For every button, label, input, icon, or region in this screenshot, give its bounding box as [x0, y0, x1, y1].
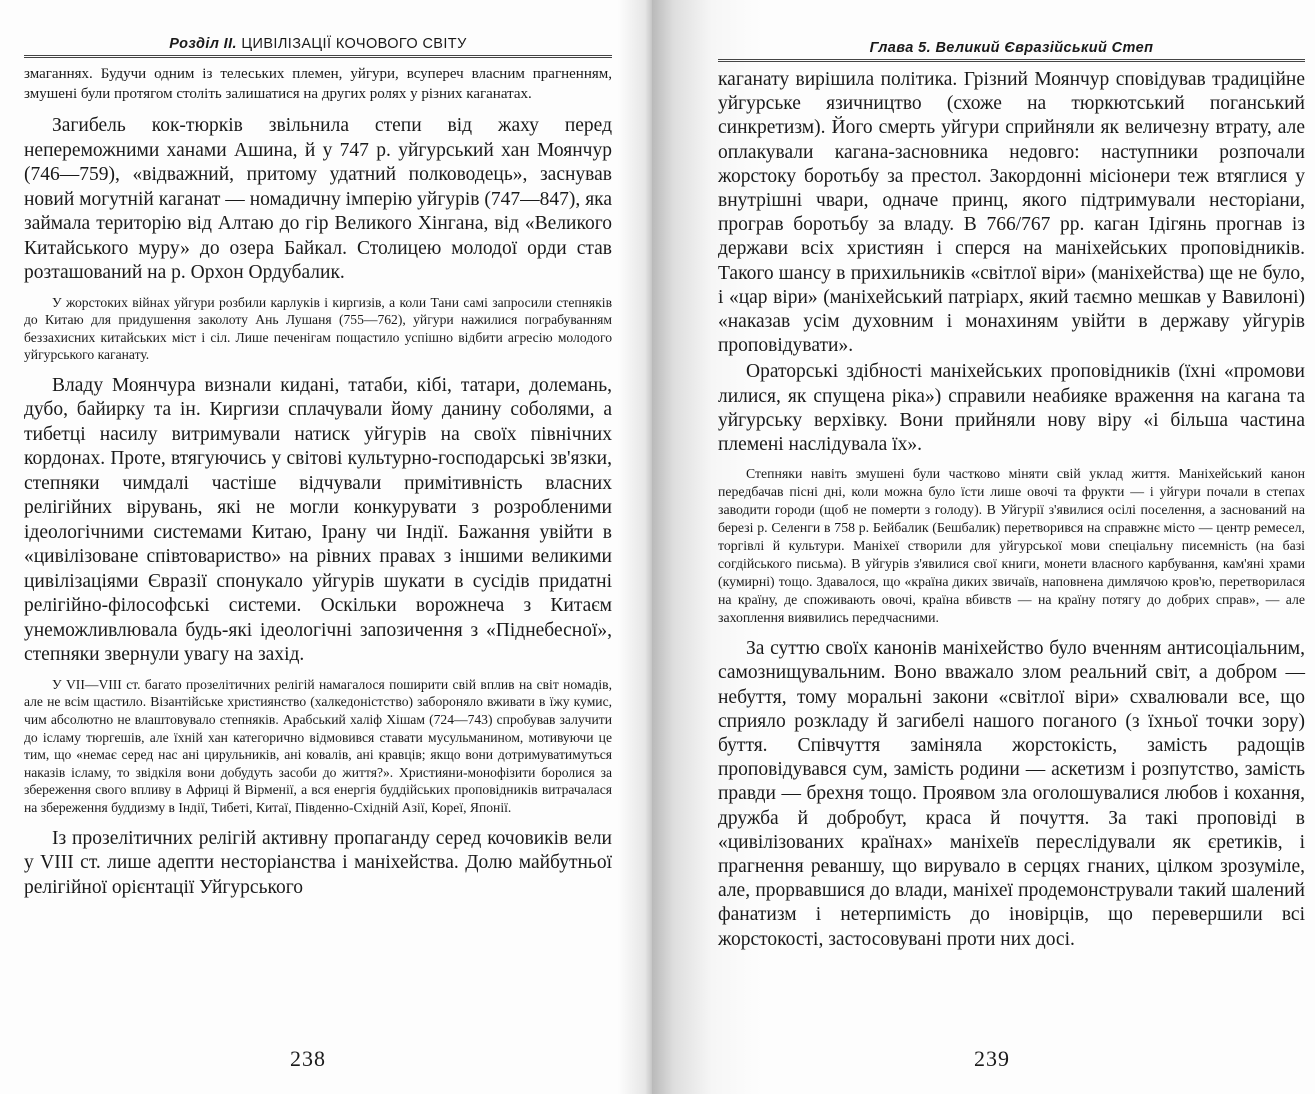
page-number: 238	[290, 1046, 326, 1071]
chapter-label: Розділ II.	[169, 36, 237, 52]
body-paragraph: Загибель кок-тюрків звільнила степи від жаху перед непереможними ханами Ашина, й у 747 р. уйгурський хан Моянчур (746—759), «відважний, притому удатний полководець», заснував новий могутній каганат — номадичну імперію уйгурів (747—847), яка займала територію від Алтаю до гір Великого Хінгана, від «Великого Китайського муру» до озера Байкал. Столицею молодої орди став розташований на р. Орхон Ордубалик.	[24, 115, 612, 283]
body-paragraph: каганату вирішила політика. Грізний Моянчур сповідував традиційне уйгурське язичництво (схоже на тюркютський поганський синкретизм). Його смерть уйгури сприйняли як величезну втрату, але оплакували кагана-засновника недовго: наступники розпочали жорстоку боротьбу за престол. Закордонні місіонери теж втяглися у внутрішні чвари, одначе принц, якого підтримували несторіани, програв боротьбу за владу. В 766/767 рр. каган Ідігянь прогнав із держави всіх християн і сперся на маніхейських проповідників. Такого шансу в прихильників «світлої віри» (маніхейства) ще не було, і «цар віри» (маніхейський патріарх, який таємно мешкав у Вавилоні) «наказав усім духовним і монахиням увійти в державу уйгурів проповідувати».	[718, 69, 1305, 357]
body-paragraph: Ораторські здібності маніхейських проповідників (їхні «промови лилися, як спущена ріка») справили неабияке враження на кагана та уйгурську верхівку. Вони прийняли нову віру «і більша частина племені наслідувала їх».	[718, 361, 1305, 456]
page-number: 239	[974, 1046, 1010, 1071]
body-paragraph: Із прозелітичних релігій активну пропаганду серед кочовиків вели у VIII ст. лише адепти несторіанства і маніхейства. Долю майбутньої релігійної орієнтації Уйгурського	[24, 827, 612, 898]
running-head-left	[24, 36, 612, 58]
chapter-title: Великий Євразійський Степ	[935, 40, 1154, 56]
body-paragraph: Владу Моянчура визнали кидані, татаби, кібі, татари, долемань, дубо, байирку та ін. Киргизи сплачували йому данину соболями, а тибетці насилу витримували натиск уйгурів на своїх північних кордонах. Проте, втягуючись у світові культурно-господарські зв'язки, степняки чимдалі частіше відчували примітивність власних релігійних вірувань, які не могли конкурувати з розробленими ідеологічними системами Китаю, Ірану чи Індії. Бажання увійти в «цивілізоване співтовариство» на рівних правах з іншими великими цивілізаціями Євразії спонукало уйгурів шукати в сусідів придатні релігійно-філософські системи. Оскільки ворожнеча з Китаєм унеможливлювала будь-які ідеологічні запозичення з «Піднебесної», степняки звернули увагу на захід.	[24, 374, 612, 666]
lead-paragraph: змаганнях. Будучи одним із телеських племен, уйгури, всупереч власним прагненням, змушені були протягом століть залишатися на других ролях у різних каганатах.	[24, 66, 612, 102]
running-head-right	[718, 40, 1305, 62]
body-paragraph: За суттю своїх канонів маніхейство було вченням антисоціальним, самознищувальним. Воно вважало злом реальний світ, а добром — небуття, тому моральні закони «світлої віри» схвалювали все, що сприяло розкладу й загибелі нашого поганого (з їхньої точки зору) буття. Співчуття заміняла жорстокість, замість радощів проповідувався сум, замість родини — аскетизм і розпутство, замість правди — брехня тощо. Проявом зла оголошувалися любов і кохання, дружба й добробут, краса й почуття. За такі проповіді в «цивілізованих країнах» маніхеїв переслідували як єретиків, і прагнення реваншу, що вирувало в серцях гнаних, цілком зрозуміле, але, прорвавшися до влади, маніхеї продемонстрували такий шалений фанатизм і нетерпимість до іновірців, що перевершили всі жорстокості, застосовувані проти них досі.	[718, 638, 1305, 950]
chapter-title: ЦИВІЛІЗАЦІЇ КОЧОВОГО СВІТУ	[241, 36, 467, 52]
note-paragraph: У VII—VIII ст. багато прозелітичних релігій намагалося поширити свій вплив на світ номадів, але не всім щастило. Візантійське християнство (халкедоністство) забороняло вживати в їжу кумис, чим абсолютно не влаштовувало степняків. Арабський халіф Хішам (724—743) спробував залучити до ісламу тюргешів, але їхній хан категорично відмовився ставати мусульманином, мотивуючи це тим, що «немає серед нас ані цирульників, ані ковалів, ані кравців; якщо вони дотримуватимуться наказів ісламу, то звідкіля вони добудуть засоби до життя?». Християни-монофізити боролися за збереження свого впливу в Африці й Вірменії, а вся енергія буддійських проповідників витрачалася на збереження буддизму в Індії, Тибеті, Китаї, Південно-Східній Азії, Кореї, Японії.	[24, 676, 612, 816]
chapter-label: Глава 5.	[869, 40, 931, 56]
right-page	[652, 0, 1315, 1094]
note-paragraph: У жорстоких війнах уйгури розбили карлуків і киргизів, а коли Тани самі запросили степняків до Китаю для придушення заколоту Ань Лушаня (755—762), уйгури нажилися пограбуванням беззахисних китайських міст і сіл. Лише печенігам пощастило успішно відбити агресію молодого уйгурського каганату.	[24, 294, 612, 363]
left-page	[0, 0, 640, 1094]
note-paragraph: Степняки навіть змушені були частково міняти свій уклад життя. Маніхейський канон передбачав пісні дні, коли можна було їсти лише овочі та фрукти — і уйгури почали в степах заводити городи (щоб не померти з голоду). В Уйгурії з'явилися осілі поселення, а заснований на березі р. Селенги в 758 р. Бейбалик (Бешбалик) перетворився на справжнє місто — центр ремесел, торгівлі й культури. Маніхеї створили для уйгурської мови спеціальну писемність (на базі согдійського письма). В уйгурів з'явилися свої книги, монети власного карбування, кам'яні храми (кумирні) тощо. Здавалося, що «країна диких звичаїв, наповнена димлячою кров'ю, перетворилася на країну, де споживають овочі, країна вбивств — на країну потягу до добрих справ», — але захоплення виявились передчасними.	[718, 466, 1305, 626]
